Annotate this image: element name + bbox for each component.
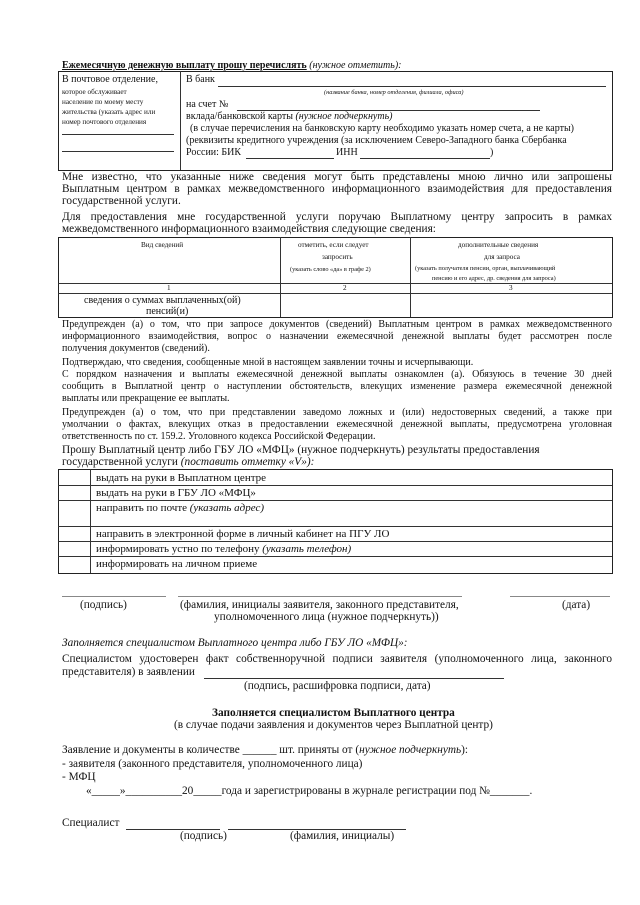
option-checkbox[interactable] [59, 542, 89, 556]
post-address-line[interactable] [62, 151, 174, 152]
bank-label: В банк [186, 74, 215, 85]
payment-heading: Ежемесячную денежную выплату прошу перечислять (нужное отметить): [62, 60, 402, 71]
registration-line: «_____»__________20_____года и зарегистрированы в журнале регистрации под №_______. [86, 785, 533, 797]
card-label: вклада/банковской карты (нужное подчеркнуть) [186, 111, 393, 122]
inn-label: ИНН [336, 147, 358, 158]
option-label: информировать устно по телефону (указать телефон) [96, 543, 352, 555]
signature-hint: (подпись) [80, 599, 127, 611]
request-extra-field[interactable] [414, 296, 608, 314]
account-label: на счет № [186, 99, 229, 110]
post-address-line[interactable] [62, 134, 174, 135]
signature-line[interactable] [62, 596, 166, 597]
post-option-label: В почтовое отделение, [62, 74, 158, 85]
bank-name-field[interactable] [218, 86, 606, 87]
option-label: информировать на личном приеме [96, 558, 258, 570]
date-hint: (дата) [562, 599, 591, 611]
bik-label: России: БИК [186, 147, 242, 158]
table-row: сведения о суммах выплаченных(ой) [84, 295, 241, 306]
option-checkbox[interactable] [59, 557, 89, 572]
fio-line[interactable] [178, 596, 462, 597]
bank-hint: (название банка, номер отделения, филиала, офиса) [324, 89, 464, 96]
inn-field[interactable] [360, 158, 490, 159]
date-line[interactable] [510, 596, 610, 597]
specialist-sign-field[interactable] [204, 678, 504, 679]
request-yes-field[interactable] [284, 296, 406, 314]
option-checkbox[interactable] [59, 527, 89, 541]
table-header: Вид сведений [141, 241, 184, 249]
bik-field[interactable] [246, 158, 334, 159]
specialist-heading: Заполняется специалистом Выплатного центра либо ГБУ ЛО «МФЦ»: [62, 637, 408, 649]
option-label: направить в электронной форме в личный кабинет на ПГУ ЛО [96, 528, 390, 540]
option-label: направить по почте (указать адрес) [96, 502, 265, 514]
section-title: Заполняется специалистом Выплатного центра [212, 707, 455, 719]
option-label: выдать на руки в Выплатном центре [96, 472, 267, 484]
option-checkbox[interactable] [59, 470, 89, 485]
option-label: выдать на руки в ГБУ ЛО «МФЦ» [96, 487, 256, 499]
option-checkbox[interactable] [59, 486, 89, 500]
option-checkbox[interactable] [59, 501, 89, 526]
